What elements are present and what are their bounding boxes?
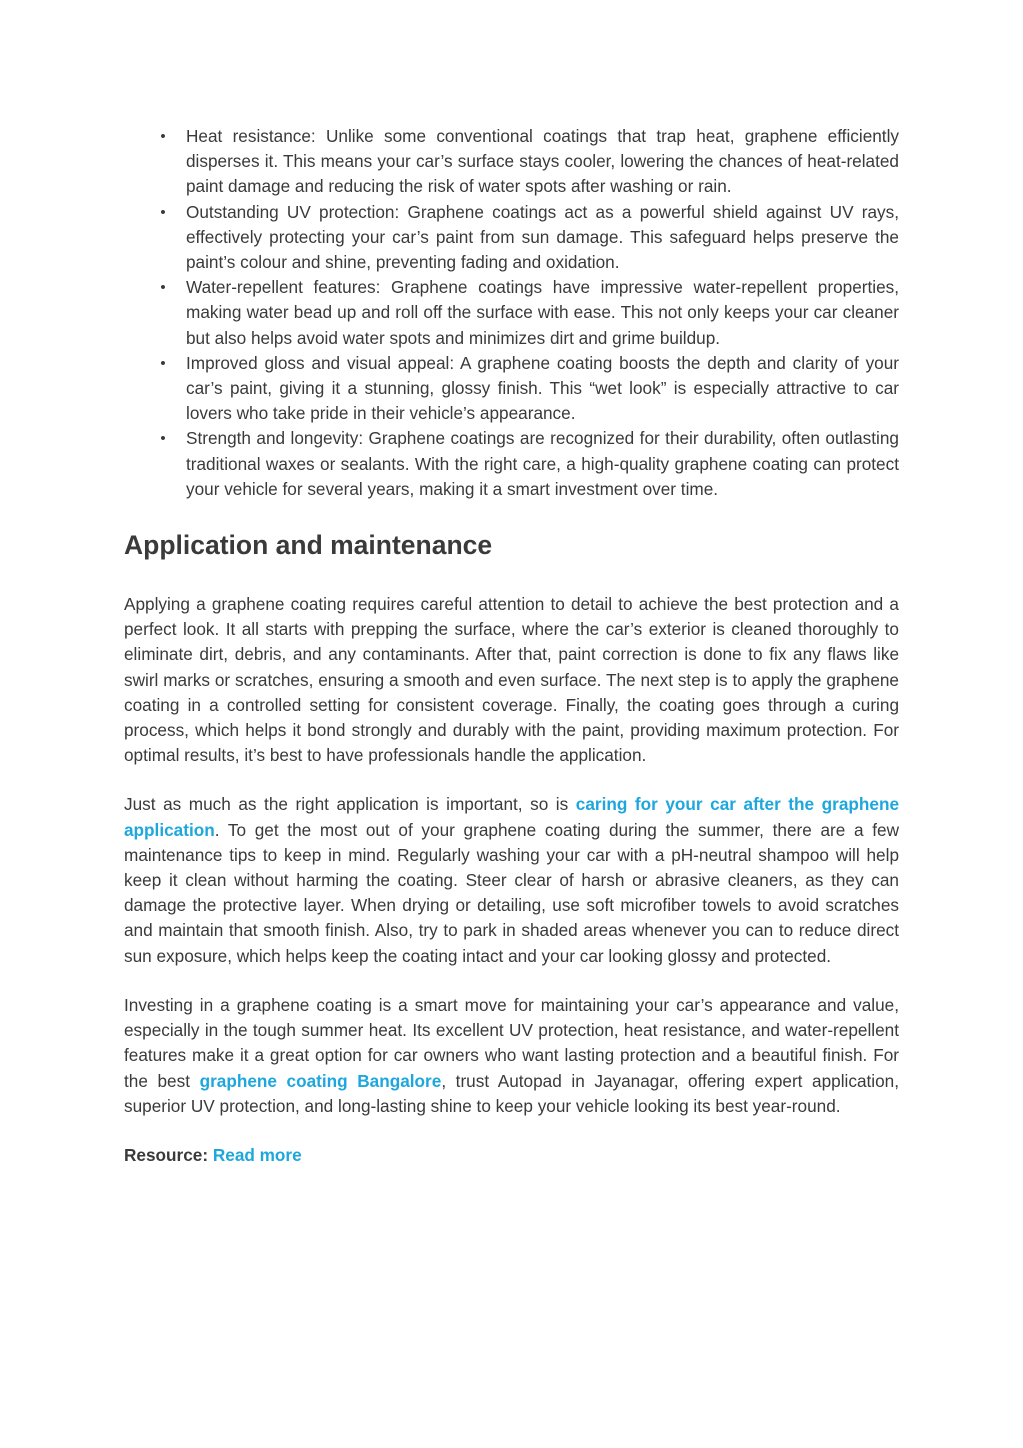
feature-bullet-list bbox=[124, 124, 899, 502]
paragraph-conclusion bbox=[124, 993, 899, 1119]
list-item bbox=[124, 351, 899, 427]
section-heading: Application and maintenance bbox=[124, 530, 493, 561]
bullet-icon: • bbox=[160, 203, 166, 221]
paragraph-text: Investing in a graphene coating is a smart move for maintaining your car’s appearance and value, especially in the tough summer heat. Its excellent UV protection, heat resistance, and water-repellent features make it a great option for car owners who want lasting protection and a beautiful finish. For the best bbox=[124, 994, 899, 1091]
bullet-text: Outstanding UV protection: Graphene coatings act as a powerful shield against UV rays, effectively protecting your car’s paint from sun damage. This safeguard helps preserve the paint’s colour and shine, preventing fading and oxidation. bbox=[186, 201, 899, 273]
bullet-text: Strength and longevity: Graphene coatings are recognized for their durability, often outlasting traditional waxes or sealants. With the right care, a high-quality graphene coating can protect your vehicle for several years, making it a smart investment over time. bbox=[186, 428, 899, 499]
caring-link[interactable]: caring for your car after the graphene application bbox=[124, 794, 899, 840]
bullet-text: Water-repellent features: Graphene coatings have impressive water-repellent properties, making water bead up and roll off the surface with ease. This not only keeps your car cleaner but also helps avoid water spots and minimizes dirt and grime buildup. bbox=[186, 277, 899, 348]
bullet-text: Improved gloss and visual appeal: A graphene coating boosts the depth and clarity of your car’s paint, giving it a stunning, glossy finish. This “wet look” is especially attractive to car lovers who take pride in their vehicle’s appearance. bbox=[186, 352, 899, 424]
bullet-icon: • bbox=[160, 128, 166, 145]
bullet-icon: • bbox=[160, 430, 166, 448]
paragraph-application: Applying a graphene coating requires careful attention to detail to achieve the best protection and a perfect look. It all starts with prepping the surface, where the car’s exterior is cleaned thoroughly to eliminate dirt, debris, and any contaminants. After that, paint correction is done to fix any flaws like swirl marks or scratches, ensuring a smooth and even surface. The next step is to apply the graphene coating in a controlled setting for consistent coverage. Finally, the coating goes through a curing process, which helps it bond strongly and durably with the paint, providing maximum protection. For optimal results, it’s best to have professionals handle the application. bbox=[124, 594, 899, 766]
list-item bbox=[124, 275, 899, 351]
paragraph-maintenance bbox=[124, 792, 899, 968]
paragraph-text: . To get the most out of your graphene coating during the summer, there are a few maintenance tips to keep in mind. Regularly washing your car with a pH-neutral shampoo will help keep it clean without harming the coating. Steer clear of harsh or abrasive cleaners, as they can damage the protective layer. When drying or detailing, use soft microfiber towels to avoid scratches and maintain that smooth finish. Also, try to park in shaded areas whenever you can to reduce direct sun exposure, which helps keep the coating intact and your car looking glossy and protected. bbox=[124, 819, 899, 966]
document-page bbox=[124, 124, 899, 1168]
bullet-text: Heat resistance: Unlike some conventional coatings that trap heat, graphene efficiently disperses it. This means your car’s surface stays cooler, lowering the chances of heat-related paint damage and reducing the risk of water spots after washing or rain. bbox=[186, 126, 899, 197]
bullet-icon: • bbox=[160, 354, 166, 372]
paragraph-text: Just as much as the right application is important, so is bbox=[124, 794, 576, 815]
list-item bbox=[124, 124, 899, 200]
resource-line bbox=[124, 1143, 899, 1168]
graphene-coating-bangalore-link[interactable]: graphene coating Bangalore bbox=[199, 1070, 442, 1091]
paragraph-text: , trust Autopad in Jayanagar, offering expert application, superior UV protection, and long-lasting shine to keep your vehicle looking its best year-round. bbox=[124, 1070, 899, 1116]
read-more-link[interactable]: Read more bbox=[212, 1144, 302, 1165]
list-item bbox=[124, 426, 899, 502]
resource-label: Resource: bbox=[124, 1144, 213, 1165]
list-item bbox=[124, 200, 899, 276]
bullet-icon: • bbox=[160, 279, 166, 297]
